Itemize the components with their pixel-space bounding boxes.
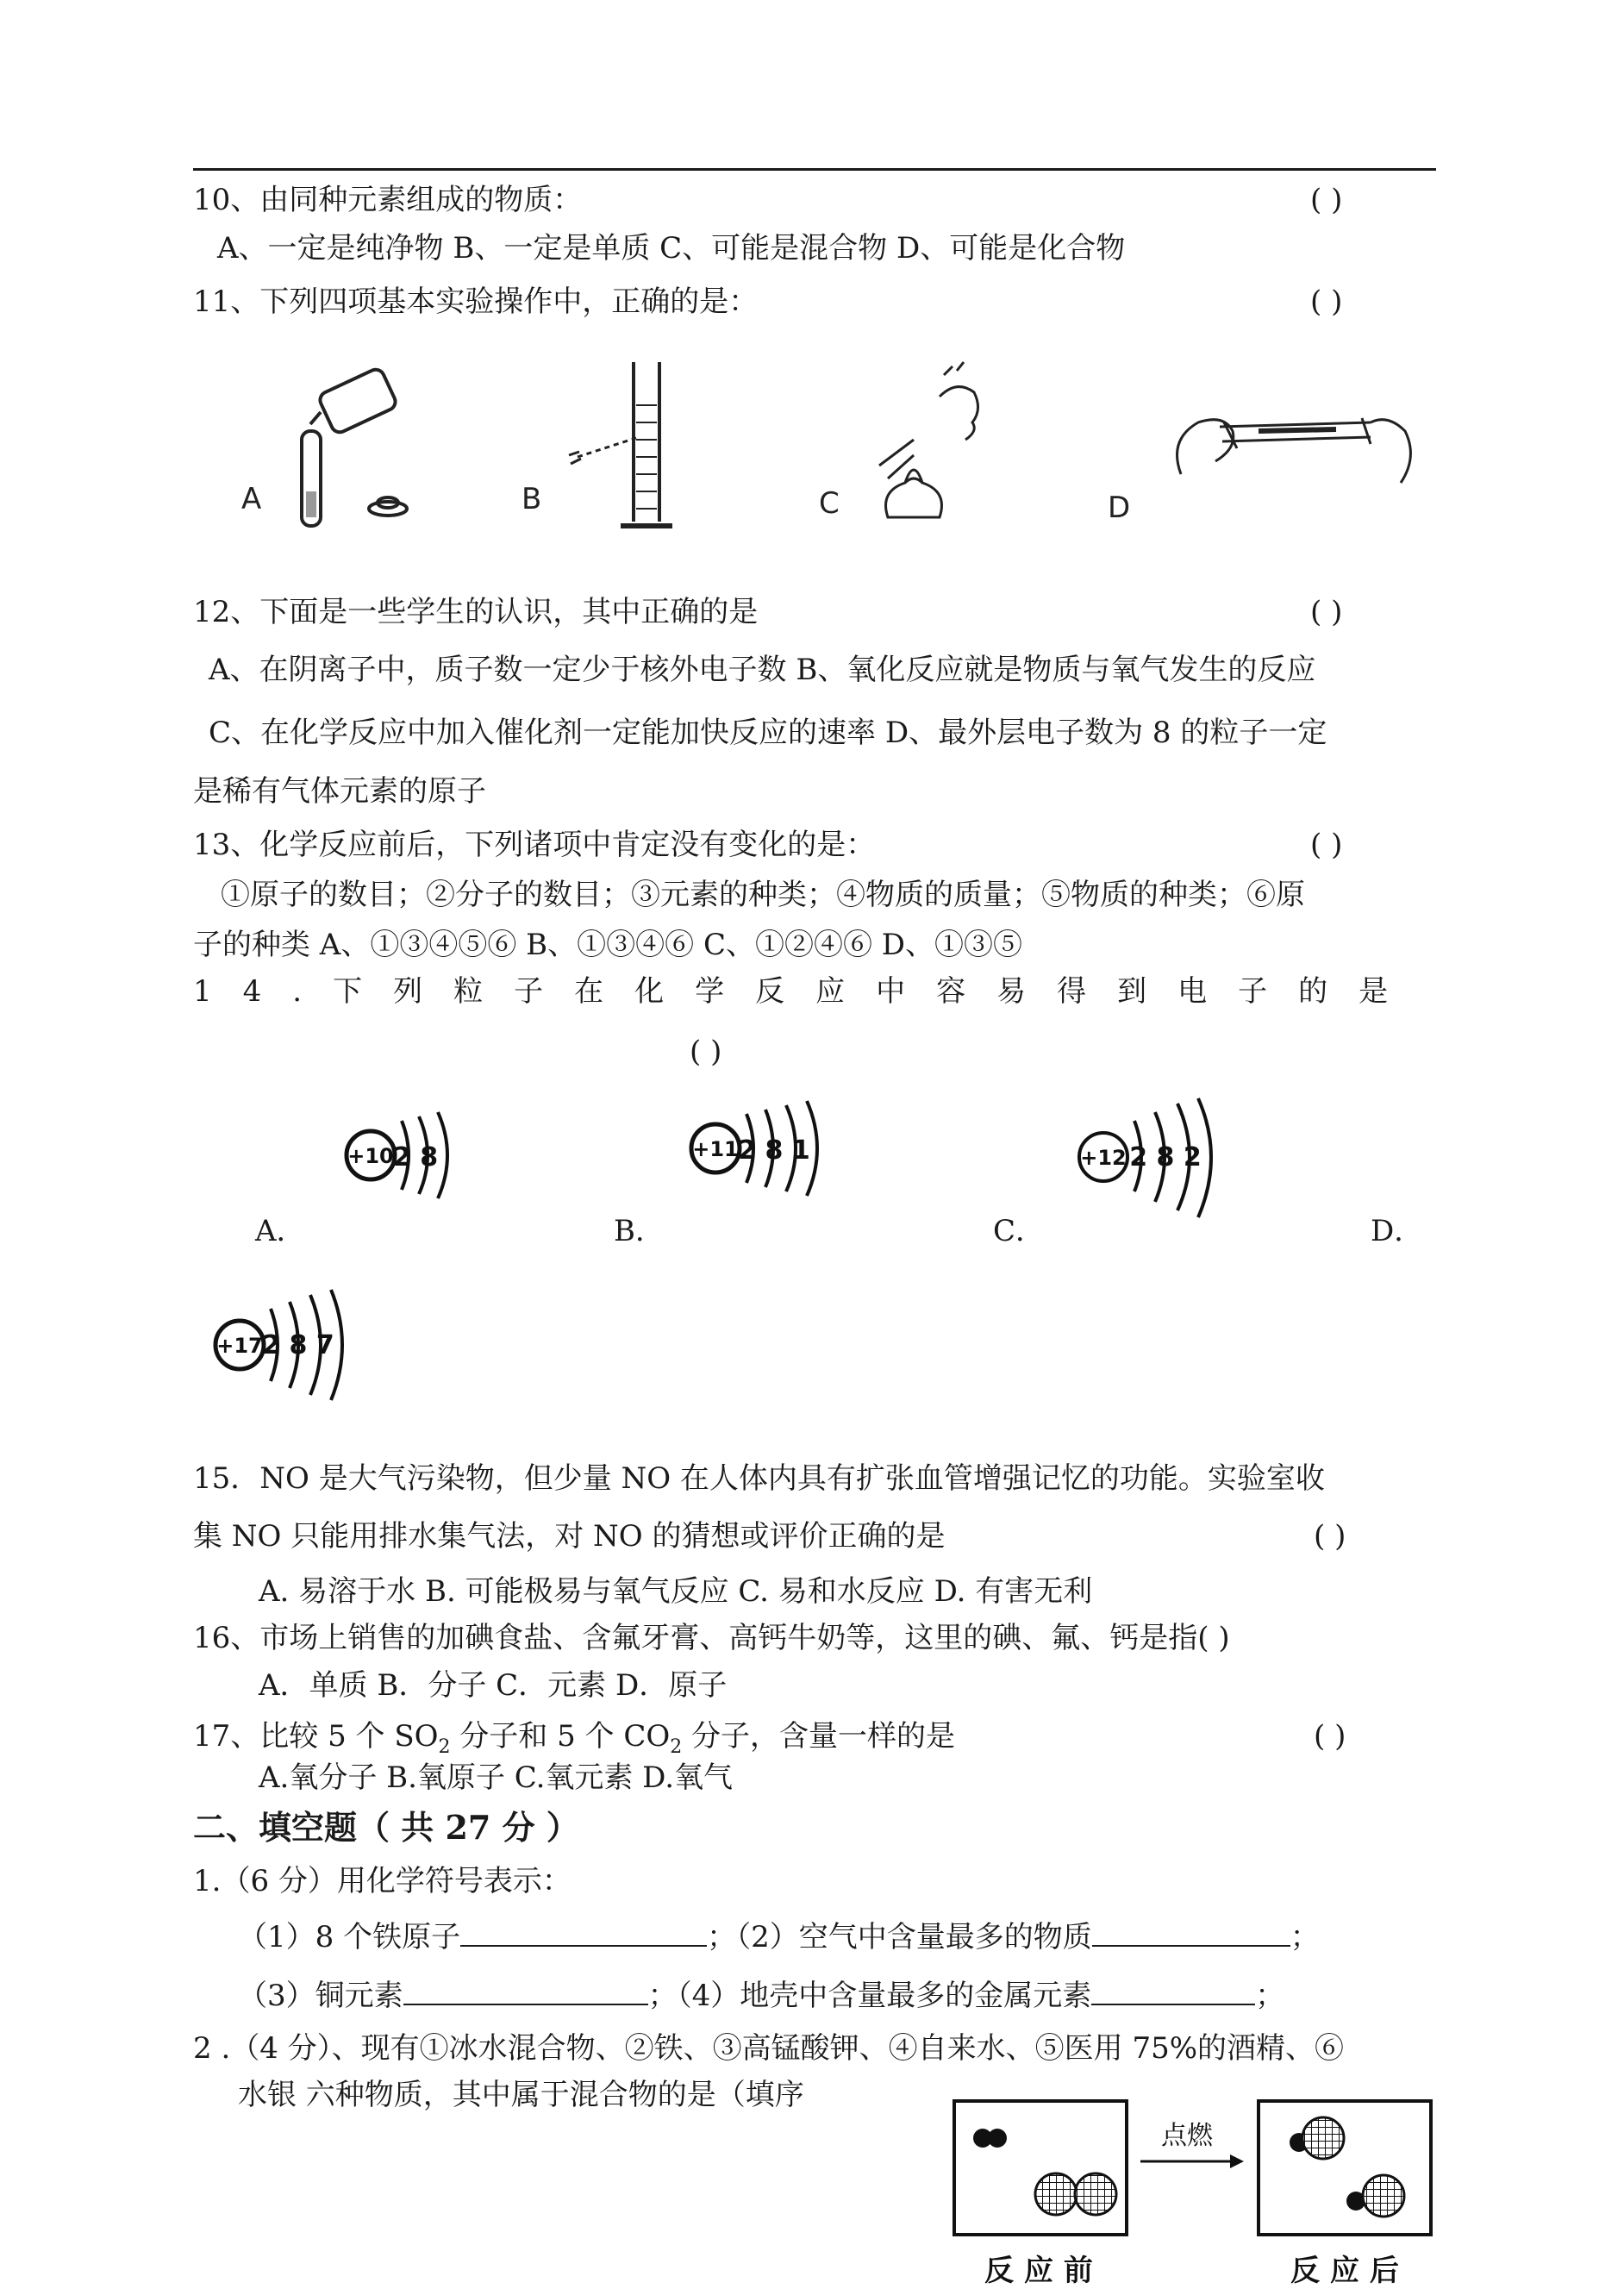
atom-d-shells: 2 8 7 (262, 1330, 334, 1360)
q15-options: A. 易溶于水 B. 可能极易与氧气反应 C. 易和水反应 D. 有害无利 (259, 1574, 1093, 1609)
fill1-blank1[interactable] (460, 1919, 707, 1947)
operation-b-cylinder (569, 362, 672, 526)
q14-stem: 14.下列粒子在化学反应中容易得到电子的是 (193, 974, 1420, 1009)
q14-label-d: D． (1371, 1214, 1424, 1248)
atom-b-shells: 2 8 1 (738, 1135, 810, 1166)
atom-c-nucleus: +12 (1080, 1146, 1127, 1170)
fill1-row1: （1）8 个铁原子 ；（2）空气中含量最多的物质 ； (238, 1920, 1320, 1954)
operation-c-label: C (819, 486, 840, 521)
q14-label-a: A． (255, 1214, 306, 1248)
fill2-line2: 水银 六种物质，其中属于混合物的是（填序 (238, 2078, 804, 2112)
operation-a-pouring (302, 366, 407, 526)
q12-line3: 是稀有气体元素的原子 (193, 774, 486, 809)
reaction-before-label: 反 应 前 (984, 2254, 1093, 2288)
q13-answer-paren: ( ) (1310, 828, 1343, 862)
q13-stem: 13、化学反应前后，下列诸项中肯定没有变化的是： (193, 828, 876, 862)
q17-answer-paren: ( ) (1314, 1719, 1346, 1754)
q17-options: A.氧分子 B.氧原子 C.氧元素 D.氧气 (259, 1760, 734, 1795)
fill1-stem: 1.（6 分）用化学符号表示： (193, 1864, 572, 1898)
q15-line1: 15．NO 是大气污染物，但少量 NO 在人体内具有扩张血管增强记忆的功能。实验室收 (193, 1461, 1325, 1496)
q13-line1: ①原子的数目；②分子的数目；③元素的种类；④物质的质量；⑤物质的种类；⑥原 (221, 878, 1305, 912)
operation-d-label: D (1108, 491, 1131, 525)
header-rule (193, 168, 1436, 171)
fill1-part3: （3）铜元素 (238, 1979, 403, 2013)
fill1-blank3[interactable] (403, 1978, 648, 2005)
q16-options: A．单质 B．分子 C．元素 D．原子 (259, 1668, 728, 1703)
fill1-part1: （1）8 个铁原子 (238, 1920, 461, 1954)
q14-label-b: B． (614, 1214, 665, 1248)
fill1-blank4[interactable] (1091, 1978, 1255, 2005)
fill1-blank2[interactable] (1092, 1919, 1290, 1947)
reaction-after-box (1259, 2101, 1431, 2235)
q17-stem: 17、比较 5 个 $SO_2$ 分子和 5 个 $CO_2$ 分子，含量一样的是 (193, 1719, 956, 1758)
atom-a-shells: 2 8 (392, 1142, 439, 1173)
operation-a-label: A (241, 482, 262, 516)
q12-line2: C、在化学反应中加入催化剂一定能加快反应的速率 D、最外层电子数为 8 的粒子一定 (209, 716, 1327, 750)
fill1-row2: （3）铜元素 ；（4）地壳中含量最多的金属元素 ； (238, 1979, 1285, 2013)
reaction-arrow-label: 点燃 (1161, 2121, 1213, 2151)
atom-c-shells: 2 8 2 (1129, 1142, 1202, 1173)
atom-a-nucleus: +10 (347, 1144, 394, 1168)
q12-answer-paren: ( ) (1310, 595, 1343, 629)
q11-stem: 11、下列四项基本实验操作中，正确的是： (193, 285, 759, 319)
atom-diagram-a (336, 1104, 474, 1207)
q10-answer-paren: ( ) (1310, 183, 1343, 217)
operation-d-heating (1177, 418, 1411, 483)
q14-answer-paren: ( ) (690, 1035, 722, 1069)
q15-line2: 集 NO 只能用排水集气法，对 NO 的猜想或评价正确的是 (193, 1519, 946, 1554)
operation-c-smelling (879, 362, 978, 517)
q11-answer-paren: ( ) (1310, 285, 1343, 319)
fill2-line1: 2 .（4 分）、现有①冰水混合物、②铁、③高锰酸钾、④自来水、⑤医用 75%的酒精、⑥ (193, 2031, 1345, 2066)
atom-d-nucleus: +17 (216, 1334, 263, 1358)
atom-diagram-c (1069, 1095, 1224, 1224)
fill1-part2: ；（2）空气中含量最多的物质 (707, 1920, 1092, 1954)
q14-label-c: C． (993, 1214, 1046, 1248)
atom-b-nucleus: +11 (692, 1137, 739, 1161)
q12-line1: A、在阴离子中，质子数一定少于核外电子数 B、氧化反应就是物质与氧气发生的反应 (209, 653, 1316, 687)
q16-stem: 16、市场上销售的加碘食盐、含氟牙膏、高钙牛奶等，这里的碘、氟、钙是指( ) (193, 1621, 1230, 1655)
q15-answer-paren: ( ) (1314, 1519, 1346, 1554)
atom-diagram-b (681, 1097, 836, 1209)
section2-title: 二、填空题（ 共 27 分 ） (193, 1808, 579, 1847)
operation-b-label: B (522, 482, 542, 516)
q10-options: A、一定是纯净物 B、一定是单质 C、可能是混合物 D、可能是化合物 (217, 231, 1126, 266)
reaction-diagram (953, 2099, 1444, 2289)
reaction-after-label: 反 应 后 (1290, 2254, 1399, 2288)
q10-stem: 10、由同种元素组成的物质： (193, 183, 583, 217)
lab-operations-figure (224, 345, 1431, 552)
q12-stem: 12、下面是一些学生的认识，其中正确的是 (193, 595, 759, 629)
q13-line2: 子的种类 A、①③④⑤⑥ B、①③④⑥ C、①②④⑥ D、①③⑤ (193, 928, 1023, 962)
fill1-part4: ；（4）地壳中含量最多的金属元素 (647, 1979, 1092, 2013)
atom-diagram-d (205, 1285, 360, 1405)
